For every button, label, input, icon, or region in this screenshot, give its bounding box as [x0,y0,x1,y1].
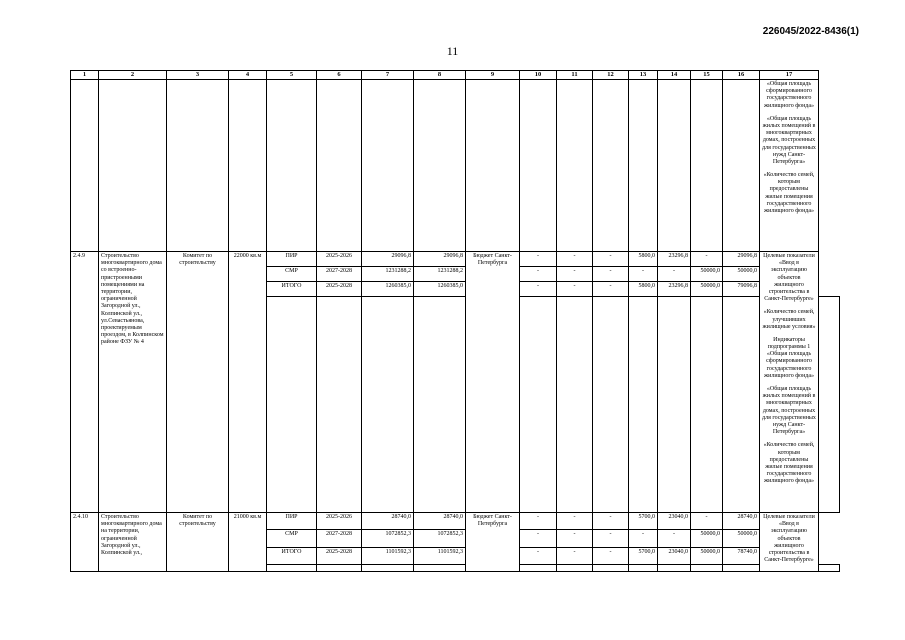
indicators-cell [760,80,819,252]
carry-over-row [71,80,840,252]
year-value: 23040,0 [658,513,691,530]
row-number: 2.4.9 [71,252,99,513]
column-header: 17 [760,71,819,80]
funding-source: Бюджет Санкт-Петербурга [466,513,520,572]
funding-source: Бюджет Санкт-Петербурга [466,252,520,513]
stage: ПИР [267,513,317,530]
year-value: - [520,252,557,267]
year-value: 79096,8 [723,282,760,297]
year-value: 50000,0 [723,530,760,547]
column-header: 12 [593,71,629,80]
column-header: 11 [557,71,593,80]
indicator-text: «Количество семей, улучшивших жилищные условия» [762,309,816,330]
stage: ИТОГО [267,547,317,564]
year-value: 23296,8 [658,282,691,297]
year-value: - [629,267,658,282]
document-number: 226045/2022-8436(1) [762,26,859,37]
column-header: 10 [520,71,557,80]
column-header: 15 [691,71,723,80]
year-value: - [658,530,691,547]
year-value: 28740,0 [723,513,760,530]
year-value: - [520,513,557,530]
indicator-text: Индикаторы подпрограммы 1 «Общая площадь сформированного государственного жилищного фонда» [763,336,815,379]
year-value: 50000,0 [691,267,723,282]
column-header: 7 [362,71,414,80]
object-name: Строительство многоквартирного дома на территории, ограниченной Загородной ул., Колпинской ул., [99,513,167,572]
year-value: - [557,513,593,530]
stage: ПИР [267,252,317,267]
executor: Комитет по строительству [167,513,229,572]
total-cost: 1101592,3 [362,547,414,564]
column-header: 3 [167,71,229,80]
column-header: 14 [658,71,691,80]
year-value: - [593,267,629,282]
year-value: - [520,547,557,564]
year-value: 5700,0 [629,513,658,530]
column-header: 8 [414,71,466,80]
page-number: 11 [446,44,459,58]
column-header: 4 [229,71,267,80]
financing: 29096,8 [414,252,466,267]
year-value: - [593,513,629,530]
indicator-text: «Общая площадь жилых помещений в многоквартирных домах, построенных для государственных нужд Санкт-Петербурга» [762,386,816,436]
year-value: - [593,252,629,267]
year-value: 5800,0 [629,252,658,267]
year-value: - [520,267,557,282]
capacity: 21000 кв.м [229,513,267,572]
year-value: 5700,0 [629,547,658,564]
year-value: 50000,0 [691,547,723,564]
column-header: 16 [723,71,760,80]
year-value: 23296,8 [658,252,691,267]
column-number-row [71,71,840,80]
year-value: 50000,0 [723,267,760,282]
capacity: 22000 кв.м [229,252,267,513]
year-value: - [557,267,593,282]
total-cost: 1072852,3 [362,530,414,547]
year-value: 29096,8 [723,252,760,267]
column-header: 6 [317,71,362,80]
indicator-text: Целевые показатели «Ввод в эксплуатацию объектов жилищного строительства в Санкт-Петербурге» [763,514,815,564]
indicator-text: «Количество семей, которым предоставлены жилые помещения государственного жилищного фонда» [763,172,815,214]
period: 2027-2028 [317,530,362,547]
year-value: - [593,282,629,297]
indicator-text: «Общая площадь жилых помещений в многоквартирных домах, построенных для государственных нужд Санкт-Петербурга» [762,115,816,165]
program-table [70,70,840,572]
period: 2025-2026 [317,252,362,267]
year-value: - [629,530,658,547]
column-header: 9 [466,71,520,80]
year-value: - [593,547,629,564]
financing: 1101592,3 [414,547,466,564]
indicator-text: «Количество семей, которым предоставлены жилые помещения государственного жилищного фонда» [763,442,815,485]
indicators-cell [760,513,819,572]
indicator-text: «Общая площадь сформированного государственного жилищного фонда» [763,81,815,109]
total-cost: 28740,0 [362,513,414,530]
column-header: 13 [629,71,658,80]
total-cost: 1260385,0 [362,282,414,297]
year-value: - [520,282,557,297]
year-value: - [557,547,593,564]
stage: ИТОГО [267,282,317,297]
executor: Комитет по строительству [167,252,229,513]
column-header: 1 [71,71,99,80]
period: 2025-2028 [317,282,362,297]
year-value: - [593,530,629,547]
table-row [71,252,840,267]
year-value: - [658,267,691,282]
indicators-cell [760,252,819,513]
stage: СМР [267,267,317,282]
year-value: 23040,0 [658,547,691,564]
financing: 1260385,0 [414,282,466,297]
year-value: 50000,0 [691,530,723,547]
year-value: - [557,282,593,297]
financing: 1231288,2 [414,267,466,282]
indicator-text: Целевые показатели «Ввод в эксплуатацию объектов жилищного строительства в Санкт-Петербурге» [763,253,815,303]
year-value: 5800,0 [629,282,658,297]
period: 2025-2026 [317,513,362,530]
column-header: 2 [99,71,167,80]
year-value: - [520,530,557,547]
financing: 1072852,3 [414,530,466,547]
year-value: - [557,252,593,267]
row-number: 2.4.10 [71,513,99,572]
total-cost: 29096,8 [362,252,414,267]
column-header: 5 [267,71,317,80]
total-cost: 1231288,2 [362,267,414,282]
period: 2027-2028 [317,267,362,282]
year-value: - [691,252,723,267]
period: 2025-2028 [317,547,362,564]
object-name: Строительство многоквартирного дома со встроенно-пристроенными помещениями на территории, ограниченной Загородной ул., Колпинской ул., ул.Севастьянова, проектируемым проездом, в Колпинском районе ФЗУ № 4 [99,252,167,513]
table-row [71,513,840,530]
financing: 28740,0 [414,513,466,530]
year-value: - [691,513,723,530]
stage: СМР [267,530,317,547]
year-value: 78740,0 [723,547,760,564]
year-value: 50000,0 [691,282,723,297]
year-value: - [557,530,593,547]
